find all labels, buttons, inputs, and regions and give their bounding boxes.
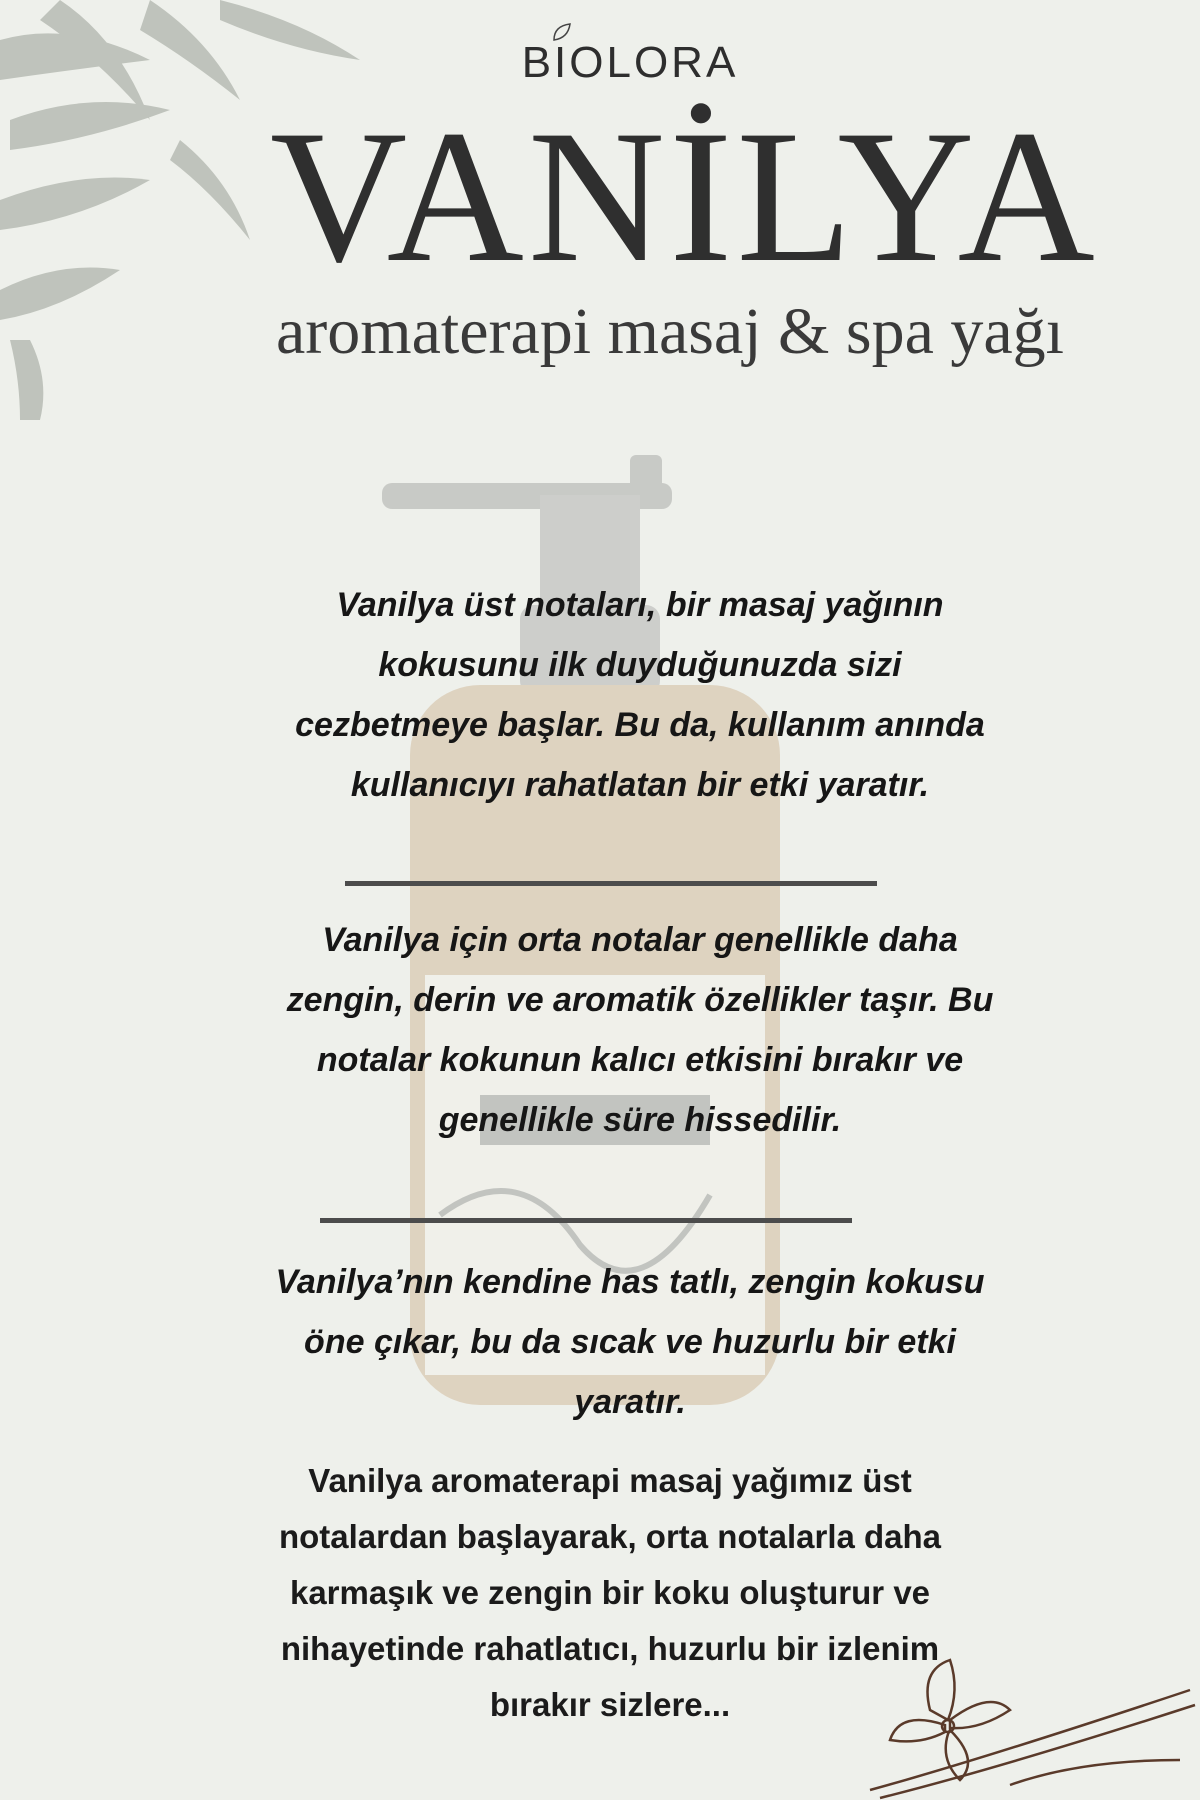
divider (345, 881, 877, 886)
divider (320, 1218, 852, 1223)
top-notes-text: Vanilya üst notaları, bir masaj yağının kokusunu ilk duyduğunuzda sizi cezbetmeye başlar. Bu da, kullanım anında kullanıcıyı rahatlatan bir etki yaratır. (295, 586, 985, 804)
summary-text: Vanilya aromaterapi masaj yağımız üst notalardan başlayarak, orta notalarla daha karmaşık ve zengin bir koku oluşturur ve nihayetinde rahatlatıcı, huzurlu bir izlenim bırakır sizlere... (278, 1462, 942, 1723)
brand-name: BIOLORA (521, 38, 739, 87)
page-title: VANİLYA (270, 92, 1099, 302)
base-notes-text: Vanilya’nın kendine has tatlı, zengin kokusu öne çıkar, bu da sıcak ve huzurlu bir etki yaratır. (275, 1263, 985, 1421)
middle-notes-text: Vanilya için orta notalar genellikle daha zengin, derin ve aromatik özellikler taşır. Bu notalar kokunun kalıcı etkisini bırakır ve genellikle süre hissedilir. (286, 921, 994, 1139)
leaf-icon (550, 20, 574, 44)
page-subtitle: aromaterapi masaj & spa yağı (275, 295, 1065, 368)
brand-logo (520, 38, 740, 88)
vanilla-flower-icon (860, 1650, 1200, 1800)
